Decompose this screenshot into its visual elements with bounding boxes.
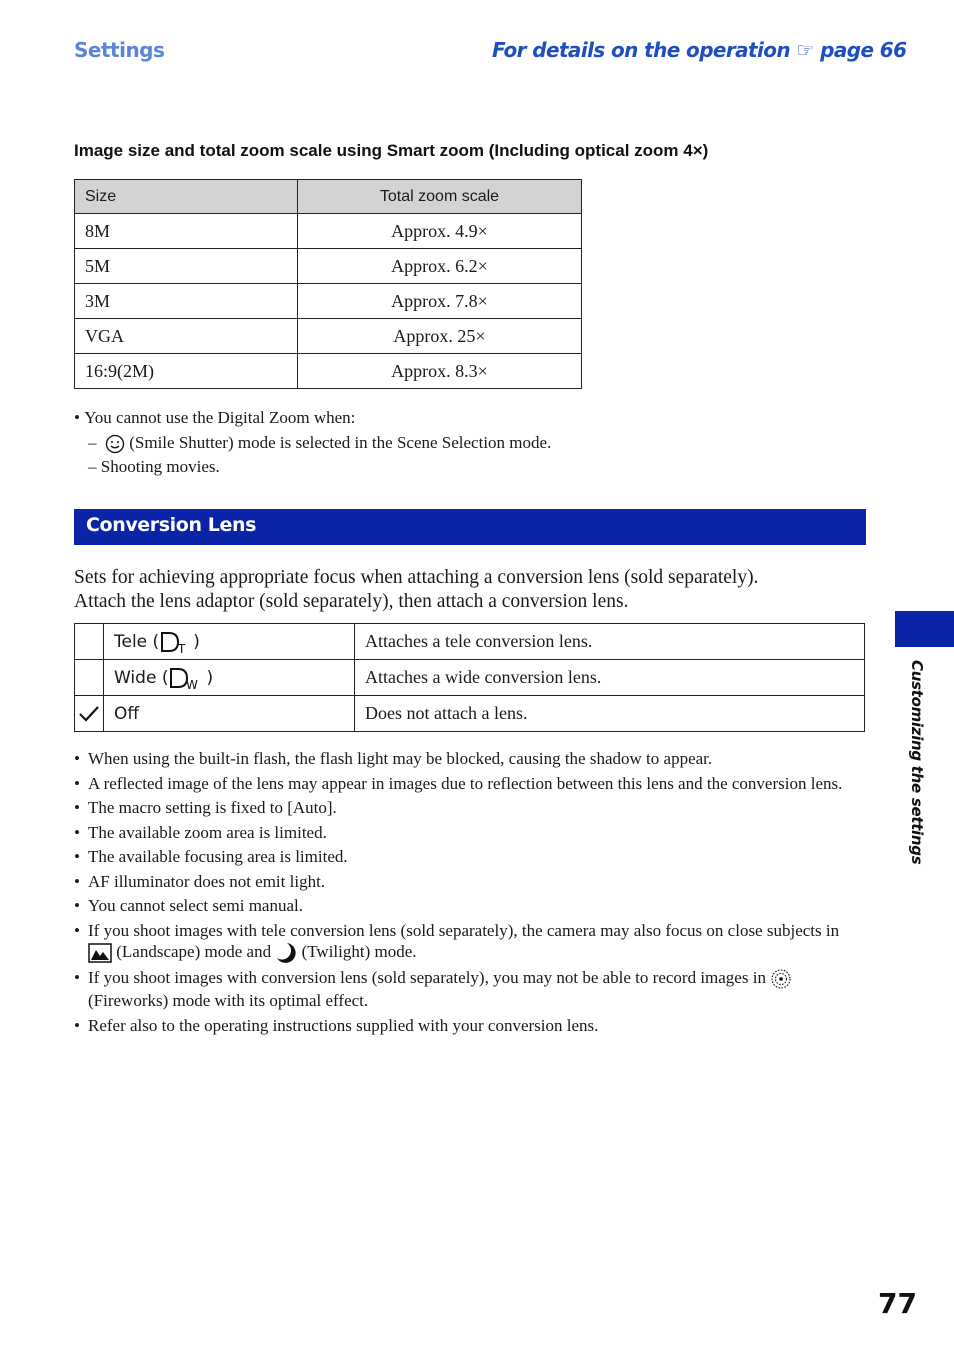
chapter-tab-label: Customizing the settings [908,660,926,865]
table-row [75,249,582,284]
list-item: • You cannot select semi manual. [74,895,864,916]
details-page: page 66 [820,38,907,62]
zoom-scale-table [74,179,582,389]
details-text: For details on the operation [492,38,791,62]
fireworks-icon [770,968,792,990]
scale-cell: Approx. 4.9× [298,214,582,249]
tele-lens-icon [159,630,193,654]
column-header-size: Size [75,180,298,214]
list-item: • The available zoom area is limited. [74,822,864,843]
smile-icon [105,434,125,454]
size-cell: 3M [75,284,298,319]
intro-line: Sets for achieving appropriate focus when attaching a conversion lens (sold separately). [74,567,759,588]
size-cell: 16:9(2M) [75,354,298,389]
table-row [75,214,582,249]
option-label: Off [104,696,355,732]
note-dash-item: – (Smile Shutter) mode is selected in the Scene Selection mode. [88,431,551,455]
heading-text: Conversion Lens [86,514,257,536]
selection-cell [75,624,104,660]
size-cell: VGA [75,319,298,354]
list-item: • If you shoot images with tele conversion lens (sold separately), the camera may also focus on close subjects in (Landscape) mode and (Twilight) mode. [74,920,864,964]
size-cell: 8M [75,214,298,249]
scale-cell: Approx. 6.2× [298,249,582,284]
list-item: • If you shoot images with conversion lens (sold separately), you may not be able to record images in (Fireworks) mode with its optimal effect. [74,967,864,1011]
note-text: (Smile Shutter) mode is selected in the Scene Selection mode. [129,433,552,452]
table-row [75,354,582,389]
conversion-notes-list [74,748,864,1039]
zoom-table-title: Image size and total zoom scale using Smart zoom (Including optical zoom 4×) [74,141,709,160]
lens-options-table [74,623,865,732]
option-row-tele[interactable] [75,624,865,660]
pointing-hand-icon: ☞ [796,38,814,62]
option-label: Tele ( T ) [104,624,355,660]
option-row-off[interactable] [75,696,865,732]
details-link[interactable] [492,38,906,62]
scale-cell: Approx. 25× [298,319,582,354]
scale-cell: Approx. 8.3× [298,354,582,389]
checkmark-icon [78,704,100,724]
note-dash-item: – Shooting movies. [88,457,220,476]
section-title: Settings [74,38,165,62]
table-header-row [75,180,582,214]
list-item: • The available focusing area is limited. [74,846,864,867]
intro-line: Attach the lens adaptor (sold separately), then attach a conversion lens. [74,591,629,612]
digital-zoom-note: • You cannot use the Digital Zoom when: [74,408,356,427]
list-item: • When using the built-in flash, the flash light may be blocked, causing the shadow to appear. [74,748,864,769]
twilight-moon-icon [275,942,297,964]
option-label: Wide ( W ) [104,660,355,696]
svg-text:T: T [178,641,186,654]
selection-cell [75,696,104,732]
svg-text:W: W [186,677,199,690]
table-row [75,284,582,319]
table-row [75,319,582,354]
conversion-lens-heading [74,509,866,545]
column-header-scale: Total zoom scale [298,180,582,214]
landscape-icon [88,943,112,963]
conversion-intro [74,566,864,614]
option-description: Does not attach a lens. [355,696,865,732]
chapter-tab [895,611,954,647]
page-number: 77 [878,1287,917,1320]
wide-lens-icon [168,666,206,690]
scale-cell: Approx. 7.8× [298,284,582,319]
list-item: • The macro setting is fixed to [Auto]. [74,797,864,818]
note-text: Shooting movies. [100,457,220,476]
list-item: • Refer also to the operating instructions supplied with your conversion lens. [74,1015,864,1036]
option-description: Attaches a tele conversion lens. [355,624,865,660]
size-cell: 5M [75,249,298,284]
selection-cell [75,660,104,696]
note-text: You cannot use the Digital Zoom when: [84,408,356,427]
option-description: Attaches a wide conversion lens. [355,660,865,696]
option-row-wide[interactable] [75,660,865,696]
list-item: • A reflected image of the lens may appear in images due to reflection between this lens and the conversion lens. [74,773,864,794]
list-item: • AF illuminator does not emit light. [74,871,864,892]
